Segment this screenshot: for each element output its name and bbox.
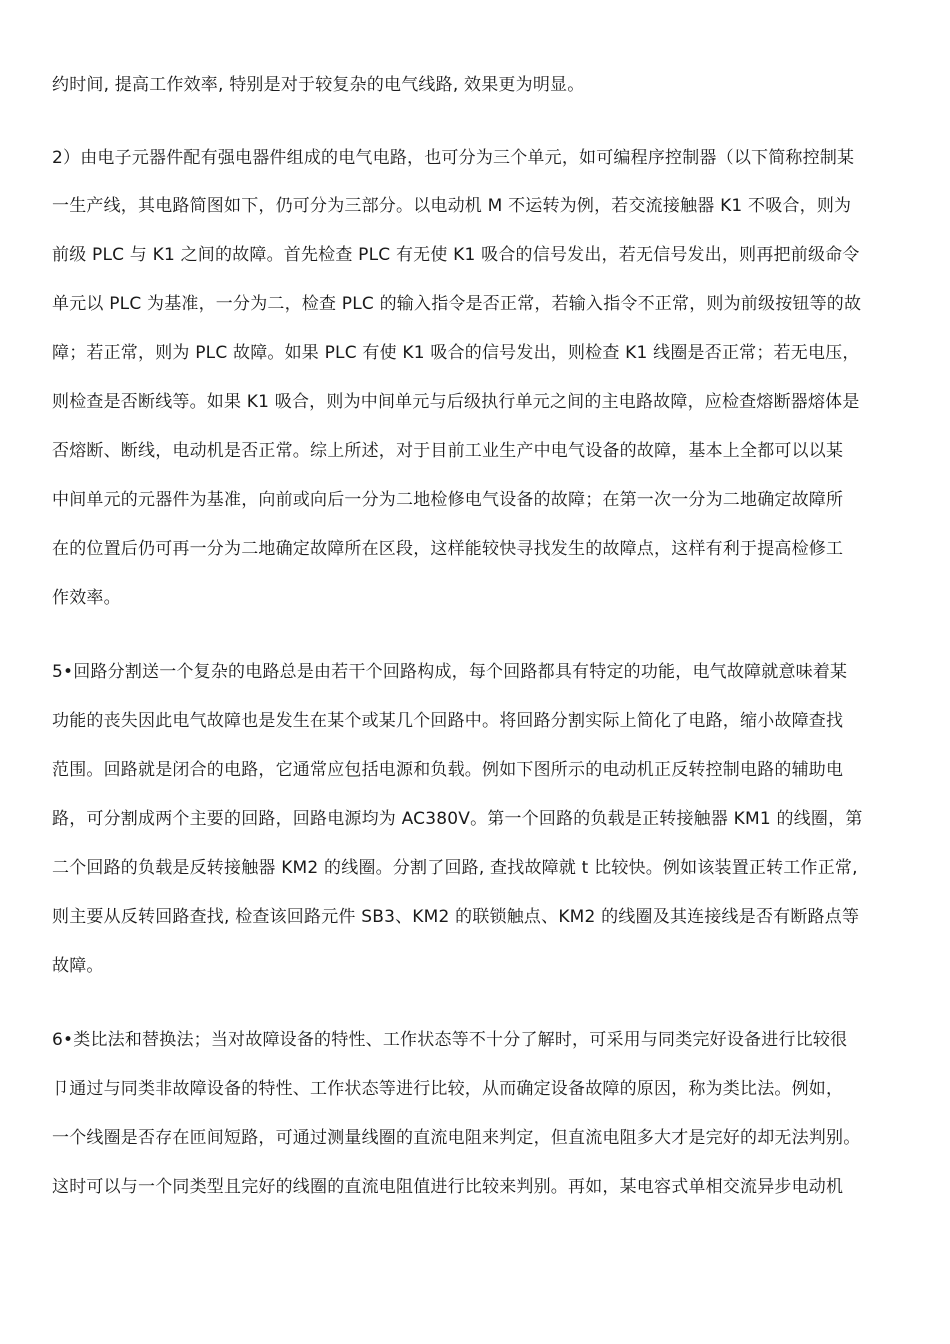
text-line: 在的位置后仍可再一分为二地确定故障所在区段，这样能较快寻找发生的故障点，这样有利于提高检修工 xyxy=(52,539,844,559)
text-line: 6•类比法和替换法；当对故障设备的特性、工作状态等不十分了解时，可采用与同类完好设备进行比较很 xyxy=(52,1030,848,1050)
text-line: 范围。回路就是闭合的电路，它通常应包括电源和负载。例如下图所示的电动机正反转控制电路的辅助电 xyxy=(52,760,844,780)
text-line: 一生产线，其电路简图如下，仍可分为三部分。以电动机 M 不运转为例，若交流接触器 K1 不吸合，则为 xyxy=(52,196,852,216)
text-line: 功能的丧失因此电气故障也是发生在某个或某几个回路中。将回路分割实际上简化了电路，缩小故障查找 xyxy=(52,711,844,731)
text-line: 二个回路的负载是反转接触器 KM2 的线圈。分割了回路, 查找故障就 t 比较快。例如该装置正转工作正常, xyxy=(52,858,858,878)
text-line: 中间单元的元器件为基准，向前或向后一分为二地检修电气设备的故障；在第一次一分为二地确定故障所 xyxy=(52,490,844,510)
text-line: 故障。 xyxy=(52,956,104,976)
text-line: 前级 PLC 与 K1 之间的故障。首先检查 PLC 有无使 K1 吸合的信号发出，若无信号发出，则再把前级命令 xyxy=(52,245,860,265)
text-line: 则检查是否断线等。如果 K1 吸合，则为中间单元与后级执行单元之间的主电路故障，应检查熔断器熔体是 xyxy=(52,392,860,412)
text-line: 卩通过与同类非故障设备的特性、工作状态等进行比较，从而确定设备故障的原因，称为类比法。例如， xyxy=(52,1079,844,1099)
text-line: 2）由电子元器件配有强电器件组成的电气电路，也可分为三个单元，如可编程序控制器（以下简称控制某 xyxy=(52,148,855,168)
text-line: 单元以 PLC 为基准，一分为二，检查 PLC 的输入指令是否正常，若输入指令不正常，则为前级按钮等的故 xyxy=(52,294,862,314)
text-line: 约时间, 提高工作效率, 特别是对于较复杂的电气线路, 效果更为明显。 xyxy=(52,75,585,95)
text-line: 则主要从反转回路查找, 检查该回路元件 SB3、KM2 的联锁触点、KM2 的线圈及其连接线是否有断路点等 xyxy=(52,907,860,927)
text-line: 路，可分割成两个主要的回路，回路电源均为 AC380V。第一个回路的负载是正转接触器 KM1 的线圈，第 xyxy=(52,809,863,829)
text-line: 作效率。 xyxy=(52,588,121,608)
text-line: 否熔断、断线，电动机是否正常。综上所述，对于目前工业生产中电气设备的故障，基本上全都可以以某 xyxy=(52,441,844,461)
text-line: 障；若正常，则为 PLC 故障。如果 PLC 有使 K1 吸合的信号发出，则检查 K1 线圈是否正常；若无电压， xyxy=(52,343,860,363)
text-line: 5•回路分割送一个复杂的电路总是由若干个回路构成，每个回路都具有特定的功能，电气故障就意味着某 xyxy=(52,662,848,682)
text-line: 这时可以与一个同类型且完好的线圈的直流电阻值进行比较来判别。再如，某电容式单相交流异步电动机 xyxy=(52,1177,844,1197)
text-line: 一个线圈是否存在匝间短路，可通过测量线圈的直流电阻来判定，但直流电阻多大才是完好的却无法判别。 xyxy=(52,1128,861,1148)
